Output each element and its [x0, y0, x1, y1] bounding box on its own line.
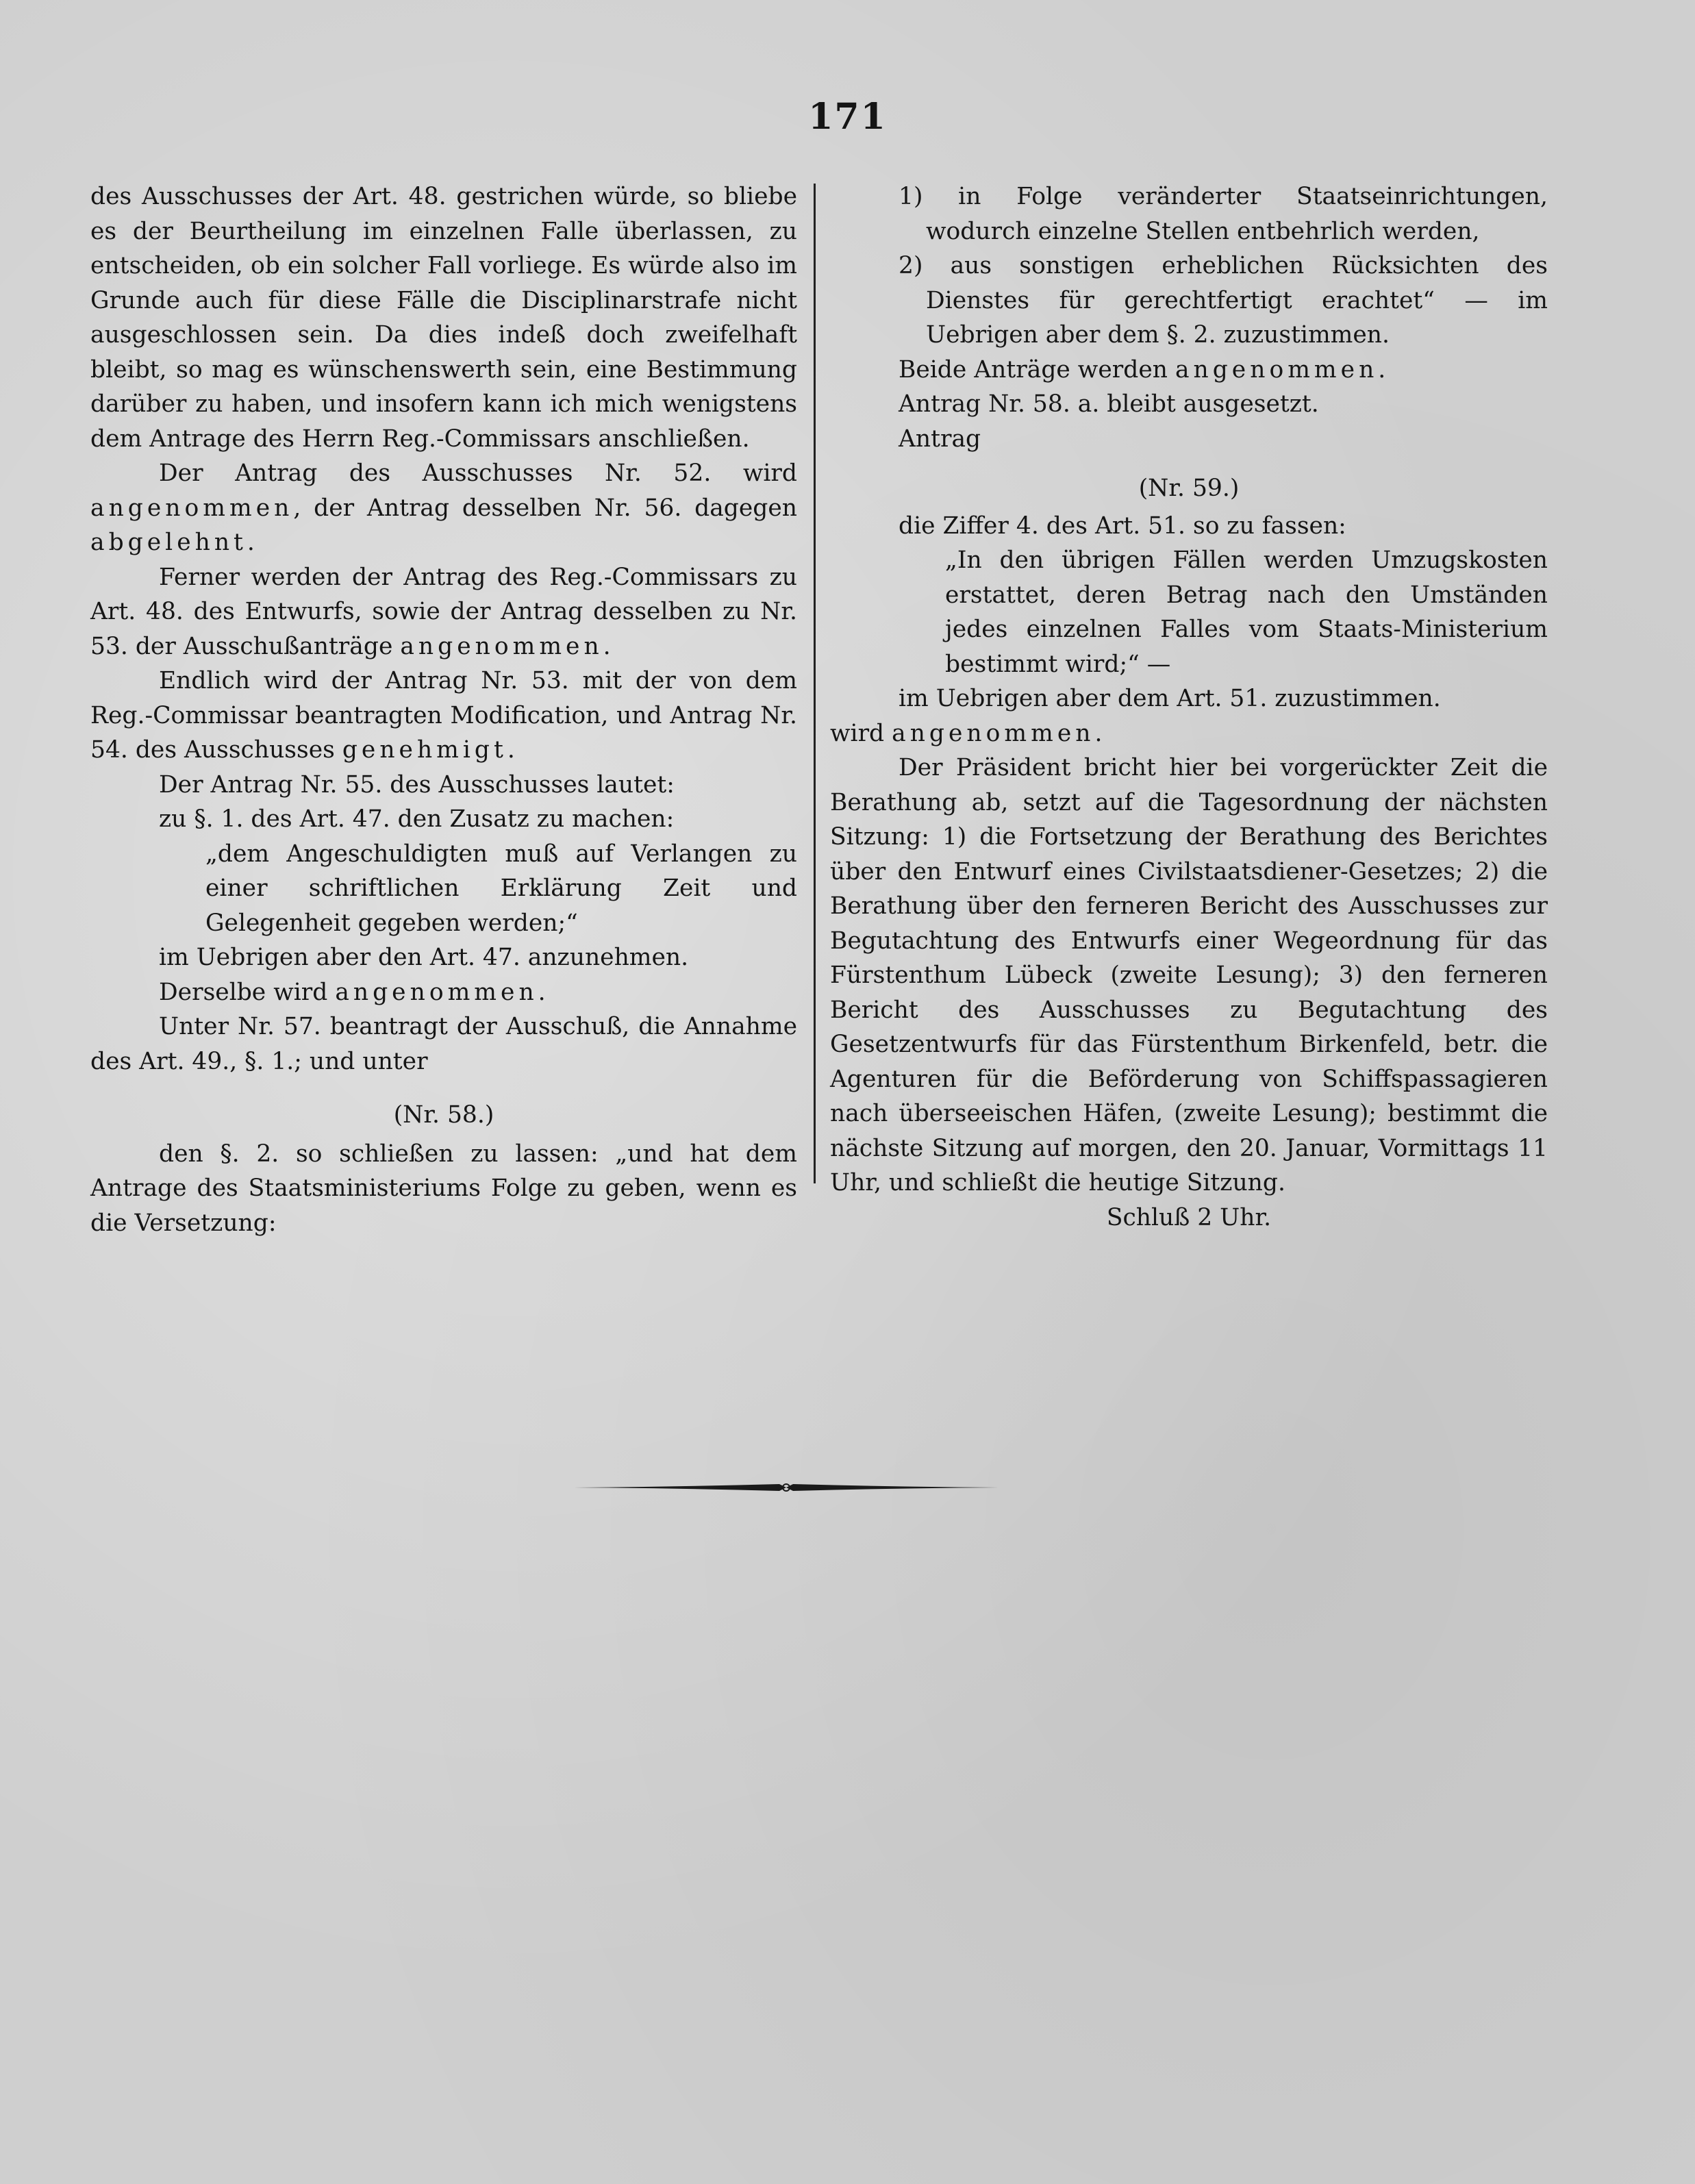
right-column: [830, 179, 1548, 1235]
quote-moving-costs: „In den übrigen Fällen werden Umzugskosten erstattet, deren Betrag nach den Umständen jedes einzelnen Falles vom Staats-Ministerium bestimmt wird;“ —: [945, 547, 1548, 678]
paragraph-article-51: die Ziffer 4. des Art. 51. so zu fassen:: [899, 512, 1346, 540]
paragraph-remainder-47: im Uebrigen aber den Art. 47. anzunehmen.: [159, 944, 689, 971]
paragraph-motion-55: Der Antrag Nr. 55. des Ausschusses lautet:: [159, 770, 675, 799]
paragraph-motion-52: Der Antrag des Ausschusses Nr. 52. wird angenommen, der Antrag desselben Nr. 56. dagegen abgelehnt.: [90, 460, 797, 556]
paragraph-motion-58a: Antrag Nr. 58. a. bleibt ausgesetzt.: [899, 390, 1319, 418]
quote-addition: „dem Angeschuldigten muß auf Verlangen zu einer schriftlichen Erklärung Zeit und Gelegenheit gegeben werden;“: [205, 840, 797, 937]
paragraph-president-agenda: Der Präsident bricht hier bei vorgerückter Zeit die Berathung ab, setzt auf die Tagesordnung der nächsten Sitzung: 1) die Fortsetzung der Berathung des Berichtes über den Entwurf eines Civilstaatsdiener-Gesetzes; 2) die Berathung über den ferneren Bericht des Ausschusses zur Begutachtung des Entwurfs einer Wegeordnung für das Fürstenthum Lübeck (zweite Lesung); 3) den ferneren Bericht des Ausschusses zu Begutachtung des Gesetzentwurfs für das Fürstenthum Birkenfeld, betr. die Agenturen für die Beförderung von Schiffspassagieren nach überseeischen Häfen, (zweite Lesung); bestimmt die nächste Sitzung auf morgen, den 20. Januar, Vormittags 11 Uhr, und schließt die heutige Sitzung.: [830, 754, 1548, 1196]
list-item-1: 1) in Folge veränderter Staatseinrichtungen, wodurch einzelne Stellen entbehrlich werden,: [899, 183, 1548, 245]
column-divider: [814, 184, 816, 1183]
paragraph-section-2: den §. 2. so schließen zu lassen: „und hat dem Antrage des Staatsministeriums Folge zu geben, wenn es die Versetzung:: [90, 1140, 797, 1237]
paragraph-motion-57: Unter Nr. 57. beantragt der Ausschuß, die Annahme des Art. 49., §. 1.; und unter: [90, 1013, 797, 1075]
heading-nr-58: (Nr. 58.): [393, 1101, 494, 1129]
paragraph-continuation: des Ausschusses der Art. 48. gestrichen würde, so bliebe es der Beurtheilung im einzelnen Falle überlassen, zu entscheiden, ob ein solcher Fall vorliege. Es würde also im Grunde auch für diese Fälle die Disciplinarstrafe nicht ausgeschlossen sein. Da dies indeß doch zweifelhaft bleibt, so mag es wünschenswerth sein, eine Bestimmung darüber zu haben, und insofern kann ich mich wenigstens dem Antrage des Herrn Reg.-Commissars anschließen.: [90, 183, 797, 453]
ornament-rule-icon: [574, 1481, 999, 1494]
paragraph-motion-53: Ferner werden der Antrag des Reg.-Commissars zu Art. 48. des Entwurfs, sowie der Antrag desselben zu Nr. 53. der Ausschußanträge angenommen.: [90, 563, 797, 660]
paragraph-motion-54: Endlich wird der Antrag Nr. 53. mit der von dem Reg.-Commissar beantragten Modification, und Antrag Nr. 54. des Ausschusses genehmigt.: [90, 667, 797, 764]
paragraph-section-47: zu §. 1. des Art. 47. den Zusatz zu machen:: [159, 805, 675, 833]
page-number: 171: [808, 96, 887, 138]
left-column: [90, 179, 797, 1240]
paragraph-adopted: Derselbe wird angenommen.: [159, 978, 550, 1006]
closing-time: Schluß 2 Uhr.: [1106, 1203, 1272, 1231]
paragraph-both-adopted: Beide Anträge werden angenommen.: [899, 355, 1390, 384]
list-item-2: 2) aus sonstigen erheblichen Rücksichten des Dienstes für gerechtfertigt erachtet“ — im Uebrigen aber dem §. 2. zuzustimmen.: [899, 252, 1548, 349]
heading-nr-59: (Nr. 59.): [1138, 475, 1240, 502]
paragraph-antrag: Antrag: [899, 425, 981, 453]
paragraph-remainder-51: im Uebrigen aber dem Art. 51. zuzustimmen.: [899, 685, 1441, 712]
paragraph-adopted-59: wird angenommen.: [830, 719, 1107, 747]
